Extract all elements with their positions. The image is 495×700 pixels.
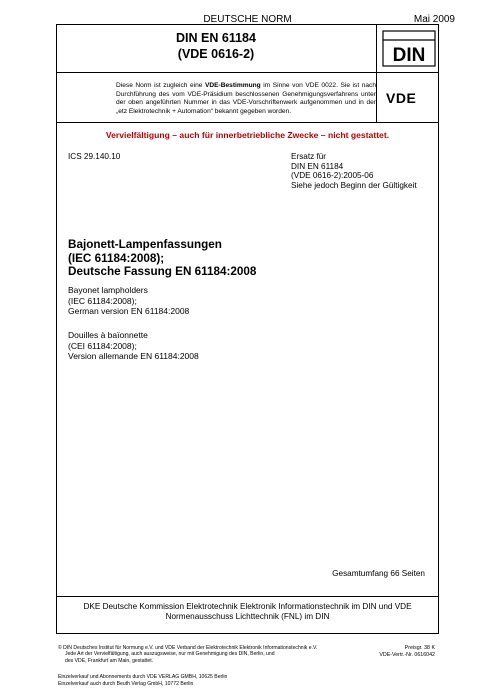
committee-line: DKE Deutsche Kommission Elektrotechnik Elektronik Informationstechnik im DIN und VDE [83, 602, 412, 611]
price-info [379, 645, 435, 658]
standard-number-vde: (VDE 0616-2) [177, 47, 255, 61]
vde-order-number: VDE-Vertr.-Nr. 0616042 [379, 651, 435, 658]
copyright-line: © DIN Deutsches Institut für Normung e.V. und VDE Verband der Elektrotechnik Elektronik Informationstechnik e.V. [58, 645, 318, 651]
vde-logo: VDE [386, 90, 417, 106]
sales-info [58, 674, 227, 688]
validity-note: Siehe jedoch Beginn der Gültigkeit [291, 180, 417, 190]
french-title-line: (CEI 61184:2008); [68, 340, 137, 351]
vde-statement [116, 82, 376, 116]
committee-info [56, 602, 439, 622]
din-logo-text: DIN [392, 45, 426, 66]
vde-statement-emphasis: VDE-Bestimmung [204, 82, 261, 89]
main-title-line: Deutsche Fassung EN 61184:2008 [68, 265, 257, 278]
publication-date: Mai 2009 [413, 14, 455, 25]
committee-line: Normenausschuss Lichttechnik (FNL) im DIN [165, 612, 330, 621]
vde-statement-body: im Sinne von VDE 0022. Sie ist nach Durchführung des vom VDE-Präsidium beschlossenen Genehmigungsverfahrens unter der oben angeführten Nummer in das VDE-Vorschriftenwerk aufgenommen und in der „etz Elektrotechnik + Automation“ bekannt gegeben worden. [116, 82, 377, 115]
replaced-standard: DIN EN 61184 [291, 161, 344, 171]
english-title-line: German version EN 61184:2008 [68, 306, 190, 316]
divider [56, 122, 439, 123]
price-group: Preisgr. 38 K [404, 645, 435, 651]
divider [56, 596, 439, 597]
french-title-line: Version allemande EN 61184:2008 [68, 351, 199, 361]
reproduction-warning: Vervielfältigung – auch für innerbetriebliche Zwecke – nicht gestattet. [105, 130, 390, 140]
french-title [68, 330, 199, 362]
replaced-standard-vde: (VDE 0616-2):2005-06 [291, 171, 374, 180]
divider [376, 24, 377, 122]
english-title-line: Bayonet lampholders [68, 285, 148, 295]
sales-line: Einzelverkauf und Abonnements durch VDE VERLAG GMBH, 10625 Berlin [58, 674, 228, 680]
french-title-line: Douilles à baïonnette [68, 330, 148, 340]
copyright-line: des VDE, Frankfurt am Main, gestattet. [65, 657, 154, 664]
vde-statement-intro: Diese Norm ist zugleich eine [116, 82, 205, 89]
replacement-label: Ersatz für [291, 152, 327, 161]
ics-code: ICS 29.140.10 [68, 152, 121, 161]
main-title-line: (IEC 61184:2008); [68, 251, 165, 265]
document-type-header: DEUTSCHE NORM [203, 14, 292, 25]
main-title [68, 238, 256, 279]
replacement-info [291, 152, 417, 190]
divider [56, 72, 439, 73]
english-title-line: (IEC 61184:2008); [68, 295, 137, 306]
din-logo [382, 30, 436, 67]
total-pages: Gesamtumfang 66 Seiten [332, 569, 425, 578]
copyright-line: Jede Art der Vervielfältigung, auch auszugsweise, nur mit Genehmigung des DIN, Berlin, und [65, 651, 275, 658]
standard-number-din: DIN EN 61184 [176, 31, 256, 45]
english-title [68, 285, 189, 317]
din-logo-graphic [382, 30, 436, 67]
standard-number [56, 30, 376, 62]
copyright-notice [58, 645, 358, 664]
main-title-line: Bajonett-Lampenfassungen [68, 238, 222, 251]
sales-line: Einzelverkauf auch durch Beuth Verlag GmbH, 10772 Berlin [58, 681, 194, 687]
